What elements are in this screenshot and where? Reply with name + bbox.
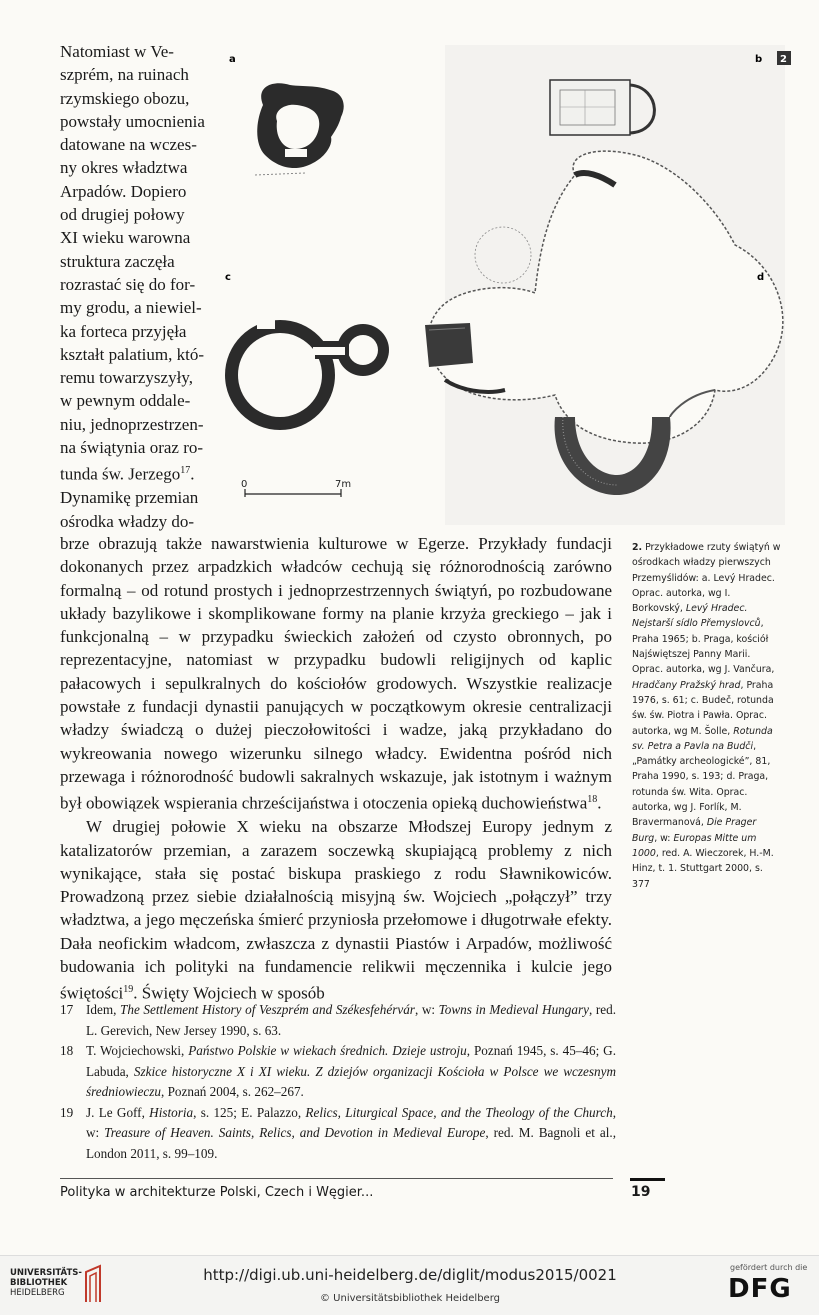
fig-letter-b: b: [755, 54, 763, 65]
footnote-text: T. Wojciechowski,: [86, 1043, 189, 1058]
figure-floor-plans: [215, 45, 805, 525]
caption-number: 2.: [632, 542, 643, 553]
footnote-title: Relics, Liturgical Space, and the Theology of the Church: [305, 1104, 613, 1120]
text-line: rzymskiego obozu,: [60, 88, 190, 108]
running-title: Polityka w architekturze Polski, Czech i Węgier...: [60, 1185, 374, 1200]
main-body-text: [60, 532, 612, 1005]
plan-c: [225, 315, 389, 430]
text-line: ny okres władztwa: [60, 158, 188, 178]
library-logo-icon: [82, 1262, 104, 1306]
digitization-footer: [0, 1255, 819, 1315]
caption-intro: Przykładowe rzuty świątyń w ośrodkach władzy pierwszych Przemyślidów:: [632, 542, 781, 584]
footnote-title: The Settlement History of Veszprém and Székesfehérvár: [120, 1002, 415, 1017]
text-line: na świątynia oraz ro-: [60, 438, 204, 458]
text-line: ośrodka władzy do-: [60, 511, 195, 531]
footnote-text: , w:: [86, 1104, 617, 1140]
footnote-text: , red. L. Gerevich, New Jersey 1990, s. 63.: [86, 1002, 617, 1038]
library-line-1: UNIVERSITÄTS-: [10, 1268, 82, 1278]
text-line: struktura zaczęła: [60, 251, 175, 271]
footnote-title: Szkice historyczne X i XI wieku. Z dziejów organizacji Kościoła w Polsce we wczesnym średniowieczu: [86, 1063, 616, 1099]
footnote-number: 17: [60, 1002, 74, 1017]
text-line: remu towarzyszyły,: [60, 368, 193, 388]
caption-c: c. Budeč, rotunda św. św. Piotra i Pawła. Oprac. autorka, wg M. Šolle,: [632, 694, 774, 737]
footnote-ref-17[interactable]: 17: [180, 465, 191, 477]
caption-b: b. Praga, kościół Najświętszej Panny Marii. Oprac. autorka, wg J. Vančura,: [632, 633, 775, 676]
text-line: w pewnym oddale-: [60, 391, 191, 411]
dfg-logo[interactable]: DFG: [728, 1274, 792, 1304]
fig-letter-a: a: [229, 54, 236, 65]
figure-badge: 2: [780, 54, 787, 65]
caption-c-end: , „Památky archeologické”, 81, Praha 1990, s. 193;: [632, 740, 771, 783]
caption-c-title: Rotunda sv. Petra a Pavla na Budči: [632, 725, 773, 752]
footnote-ref-18[interactable]: 18: [587, 794, 598, 806]
text-line: powstały umocnienia: [60, 111, 205, 131]
text-line: szprém, na ruinach: [60, 65, 189, 85]
caption-a-end: , Praha 1965;: [632, 618, 764, 645]
caption-a-title: Levý Hradec. Nejstarší sídlo Přemyslovců: [632, 603, 761, 630]
text-line: Dynamikę przemian: [60, 488, 199, 508]
footnote-18: [60, 1041, 616, 1103]
footnote-number: 19: [60, 1104, 74, 1120]
text-line: niu, jednoprzestrzen-: [60, 414, 204, 434]
library-name[interactable]: [10, 1268, 82, 1298]
footnote-text: , Poznań 2004, s. 262–267.: [160, 1084, 304, 1099]
text-line: rozrastać się do for-: [60, 274, 196, 294]
figure-caption: [632, 540, 782, 892]
caption-d: d. Praga, rotunda św. Wita. Oprac. autorka, wg J. Forlík, M. Bravermanová,: [632, 771, 769, 829]
page-number: 19: [631, 1184, 651, 1200]
footnote-text: , w:: [414, 1002, 439, 1017]
text-line: datowane na wczes-: [60, 135, 197, 155]
narrow-text-column: [60, 40, 205, 533]
footnote-text: Idem,: [86, 1002, 121, 1017]
scale-zero: 0: [241, 479, 248, 490]
footnote-19: [60, 1103, 616, 1165]
scale-end: 7m: [335, 479, 352, 490]
floor-plans-svg: [215, 45, 805, 525]
footnote-ref-19[interactable]: 19: [123, 984, 134, 996]
caption-d-title2: Europas Mitte um 1000: [632, 832, 757, 859]
paragraph-2-text: W drugiej połowie X wieku na obszarze Młodszej Europy jednym z katalizatorów przemian, a zarazem soczewką skupiającą problemy z nich wynikające, stała się postać biskupa praskiego z rodu Sławnikowiców. Prowadzoną przez siebie działalnością misyjną św. Wojciech „połączył” trzy władztwa, a jego męczeńska śmierć przyniosła przełomowe i długotrwałe efekty. Dała neofickim władcom, zwłaszcza z dynastii Piastów i Arpadów, możliwość budowania ich polityki na fundamencie relikwii męczennika i kulcie jego świętości: [60, 817, 612, 1003]
footnote-text: , red. M. Bagnoli et al., London 2011, s. 99–109.: [86, 1125, 617, 1161]
plan-a: [255, 83, 344, 175]
fig-letter-d: d: [757, 272, 765, 283]
footnote-text: J. Le Goff,: [86, 1104, 150, 1120]
footnote-17: [60, 1000, 616, 1041]
footer-rule: [60, 1178, 613, 1179]
footnote-text: , s. 125; E. Palazzo,: [193, 1104, 306, 1120]
text-line: tunda św. Jerzego$^{17}$.: [60, 465, 195, 484]
text-line: XI wieku warowna: [60, 228, 191, 248]
footnote-title: Towns in Medieval Hungary: [438, 1002, 589, 1017]
footnote-title: Państwo Polskie w wiekach średnich. Dzieje ustroju: [188, 1043, 467, 1058]
text-line: od drugiej połowy: [60, 205, 185, 225]
footnote-text: , Poznań 1945, s. 45–46; G. Labuda,: [86, 1043, 616, 1079]
scale-bar: [241, 479, 351, 497]
caption-d-title: Die Prager Burg: [632, 817, 757, 844]
paragraph-2-end: . Święty Wojciech w sposób: [133, 983, 325, 1003]
footnote-number: 18: [60, 1043, 74, 1058]
text-fragment: tunda św. Jerzego: [60, 465, 181, 484]
library-line-2: BIBLIOTHEK: [10, 1278, 68, 1288]
footnotes: [60, 1000, 616, 1164]
document-url-link[interactable]: http://digi.ub.uni-heidelberg.de/diglit/modus2015/0021: [203, 1266, 617, 1284]
copyright-notice: © Universitätsbibliothek Heidelberg: [319, 1293, 500, 1304]
caption-d-mid: , w:: [654, 832, 674, 844]
paragraph-2: [60, 815, 612, 1005]
caption-d-end: , red. A. Wieczorek, H.-M. Hinz, t. 1. Stuttgart 2000, s. 377: [632, 847, 774, 890]
page-number-rule: [630, 1178, 665, 1181]
library-line-3: HEIDELBERG: [10, 1288, 65, 1298]
sponsor-label: gefördert durch die: [730, 1263, 808, 1272]
text-line: ka forteca przyjęła: [60, 321, 187, 341]
text-line: Natomiast w Ve-: [60, 42, 174, 61]
footnote-title: Historia: [149, 1104, 194, 1120]
text-line: kształt palatium, któ-: [60, 344, 204, 364]
caption-b-title: Hradčany Pražský hrad: [632, 679, 741, 691]
paragraph-1-text: brze obrazują także nawarstwienia kulturowe w Egerze. Przykłady fundacji dokonanych przez arpadzkich władców cechują się różnorodnością zarówno formalną – od rotund prostych i jednoprzestrzennych świątyń, po rozbudowane układy bazylikowe i skomplikowane formy na planie krzyża greckiego – jak i funkcjonalną – w przypadku świeckich założeń od czysto obronnych, po reprezentacyjne, natomiast w przypadku budowli religijnych od kaplic pałacowych i sepulkralnych do kościołów grodowych. Wszystkie realizacje powstałe z fundacji dynastii panujących w początkowym okresie centralizacji władzy świadczą o dużej pieczołowitości i wadze, jaką przykładano do wykreowania nowego wizerunku silnego władcy. Ewidentna pośród nich przewaga i różnorodność budowli sakralnych wskazuje, jak istotnym i ważnym był obowiązek wspierania chrześcijaństwa i otoczenia opieką duchowieństwa: [60, 534, 612, 813]
caption-a: a. Levý Hradec. Oprac. autorka, wg I. Borkovský,: [632, 572, 775, 615]
fig-letter-c: c: [225, 272, 231, 283]
text-line: my grodu, a niewiel-: [60, 298, 202, 318]
paragraph-1: brze obrazują także nawarstwienia kulturowe w Egerze. Przykłady fundacji dokonanych przez arpadzkich władców cechują się różnorodnością zarówno formalną – od rotund prostych i jednoprzestrzennych świątyń, po rozbudowane układy bazylikowe i skomplikowane formy na planie krzyża greckiego – jak i funkcjonalną – w przypadku świeckich założeń od czysto obronnych, po reprezentacyjne, natomiast w przypadku budowli religijnych od kaplic pałacowych i sepulkralnych do kościołów grodowych. Wszystkie realizacje powstałe z fundacji dynastii panujących w początkowym okresie centralizacji władzy świadczą o dużej pieczołowitości i wadze, jaką przykładano do wykreowania nowego wizerunku silnego władcy. Ewidentna pośród nich przewaga i różnorodność budowli sakralnych wskazuje, jak istotnym i ważnym był obowiązek wspierania chrześcijaństwa i otoczenia opieką duchowieństwa$^{18}$.: [60, 534, 612, 813]
text-line: Arpadów. Dopiero: [60, 181, 187, 201]
footnote-title: Treasure of Heaven. Saints, Relics, and Devotion in Medieval Europe: [104, 1125, 486, 1140]
caption-b-end: , Praha 1976, s. 61;: [632, 679, 774, 706]
